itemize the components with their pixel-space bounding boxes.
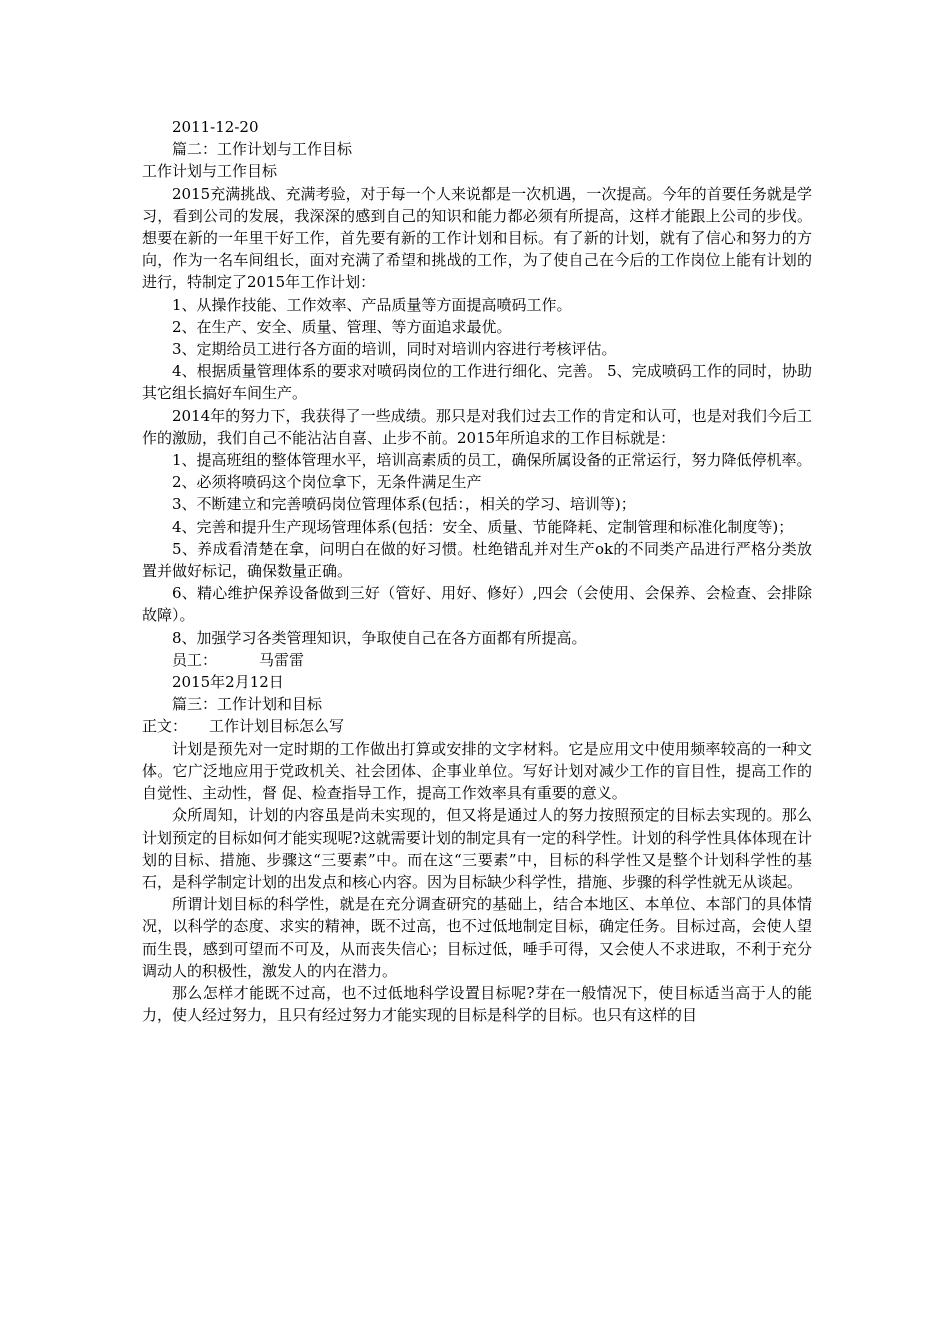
employee-label: 员工： — [172, 650, 218, 669]
goal-item: 3、不断建立和完善喷码岗位管理体系(包括：，相关的学习、培训等)； — [172, 495, 636, 514]
plan-item: 3、定期给员工进行各方面的培训，同时对培训内容进行考核评估。 — [172, 340, 617, 359]
goal-item: 8、加强学习各类管理知识，争取使自己在各方面都有所提高。 — [172, 628, 587, 647]
employee-signature — [142, 649, 812, 671]
body-title: 工作计划目标怎么写 — [209, 717, 345, 736]
section2-title: 工作计划与工作目标 — [142, 162, 278, 181]
plan-item: 1、从操作技能、工作效率、产品质量等方面提高喷码工作。 — [172, 295, 572, 314]
plan-item: 4、根据质量管理体系的要求对喷码岗位的工作进行细化、完善。 5、完成喷码工作的同时，协助其它组长搞好车间生产。 — [142, 362, 812, 403]
section3-subtitle — [142, 715, 812, 737]
goal-item: 1、提高班组的整体管理水平，培训高素质的员工，确保所属设备的正常运行，努力降低停机率。 — [172, 451, 812, 470]
section2-intro: 2015充满挑战、充满考验，对于每一个人来说都是一次机遇，一次提高。今年的首要任务就是学习，看到公司的发展，我深深的感到自己的知识和能力都必须有所提高，这样才能跟上公司的步伐。想要在新的一年里干好工作，首先要有新的工作计划和目标。有了新的计划，就有了信心和努力的方向，作为一名车间组长，面对充满了希望和挑战的工作，为了使自己在今后的工作岗位上能有计划的进行，特制定了2015年工作计划： — [142, 184, 812, 292]
employee-name: 马雷雷 — [259, 650, 305, 669]
goal-item: 4、完善和提升生产现场管理体系(包括：安全、质量、节能降耗、定制管理和标准化制度等)； — [172, 517, 794, 536]
section3-paragraph: 计划是预先对一定时期的工作做出打算或安排的文字材料。它是应用文中使用频率较高的一种文体。它广泛地应用于党政机关、社会团体、企事业单位。写好计划对减少工作的盲目性，提高工作的自觉性、主动性，督 促、检查指导工作，提高工作效率具有重要的意义。 — [142, 739, 812, 803]
goals-intro: 2014年的努力下，我获得了一些成绩。那只是对我们过去工作的肯定和认可，也是对我们今后工作的激励，我们自己不能沾沾自喜、止步不前。2015年所追求的工作目标就是： — [142, 406, 812, 447]
goal-item: 2、必须将喷码这个岗位拿下，无条件满足生产 — [172, 473, 482, 492]
section3-paragraph: 所谓计划目标的科学性，就是在充分调查研究的基础上，结合本地区、本单位、本部门的具体情况，以科学的态度、求实的精神，既不过高，也不过低地制定目标，确定任务。目标过高，会使人望而生畏，感到可望而不可及，从而丧失信心；目标过低，唾手可得，又会使人不求进取，不利于充分调动人的积极性，激发人的内在潜力。 — [142, 895, 812, 980]
section3-paragraph: 那么怎样才能既不过高，也不过低地科学设置目标呢?芽在一般情况下，使目标适当高于人的能力，使人经过努力，且只有经过努力才能实现的目标是科学的目标。也只有这样的目 — [142, 983, 812, 1025]
section2-heading: 篇二：工作计划与工作目标 — [172, 140, 353, 159]
signature-date: 2015年2月12日 — [172, 673, 284, 692]
document-body — [142, 116, 812, 1026]
goal-item: 5、养成看清楚在拿，问明白在做的好习惯。杜绝错乱并对生产ok的不同类产品进行严格分类放置并做好标记，确保数量正确。 — [142, 539, 812, 581]
top-date: 2011-12-20 — [172, 118, 259, 136]
section3-paragraph: 众所周知，计划的内容虽是尚未实现的，但又将是通过人的努力按照预定的目标去实现的。那么计划预定的目标如何才能实现呢?这就需要计划的制定具有一定的科学性。计划的科学性具体体现在计划的目标、措施、步骤这“三要素”中。而在这“三要素”中，目标的科学性又是整个计划科学性的基石，是科学制定计划的出发点和核心内容。因为目标缺少科学性，措施、步骤的科学性就无从谈起。 — [142, 806, 812, 891]
plan-item: 2、在生产、安全、质量、管理、等方面追求最优。 — [172, 317, 512, 336]
goal-item: 6、精心维护保养设备做到三好（管好、用好、修好）,四会（会使用、会保养、会检查、会排除故障）。 — [142, 584, 812, 625]
section3-heading: 篇三：工作计划和目标 — [172, 695, 323, 714]
body-label: 正文： — [142, 717, 188, 736]
